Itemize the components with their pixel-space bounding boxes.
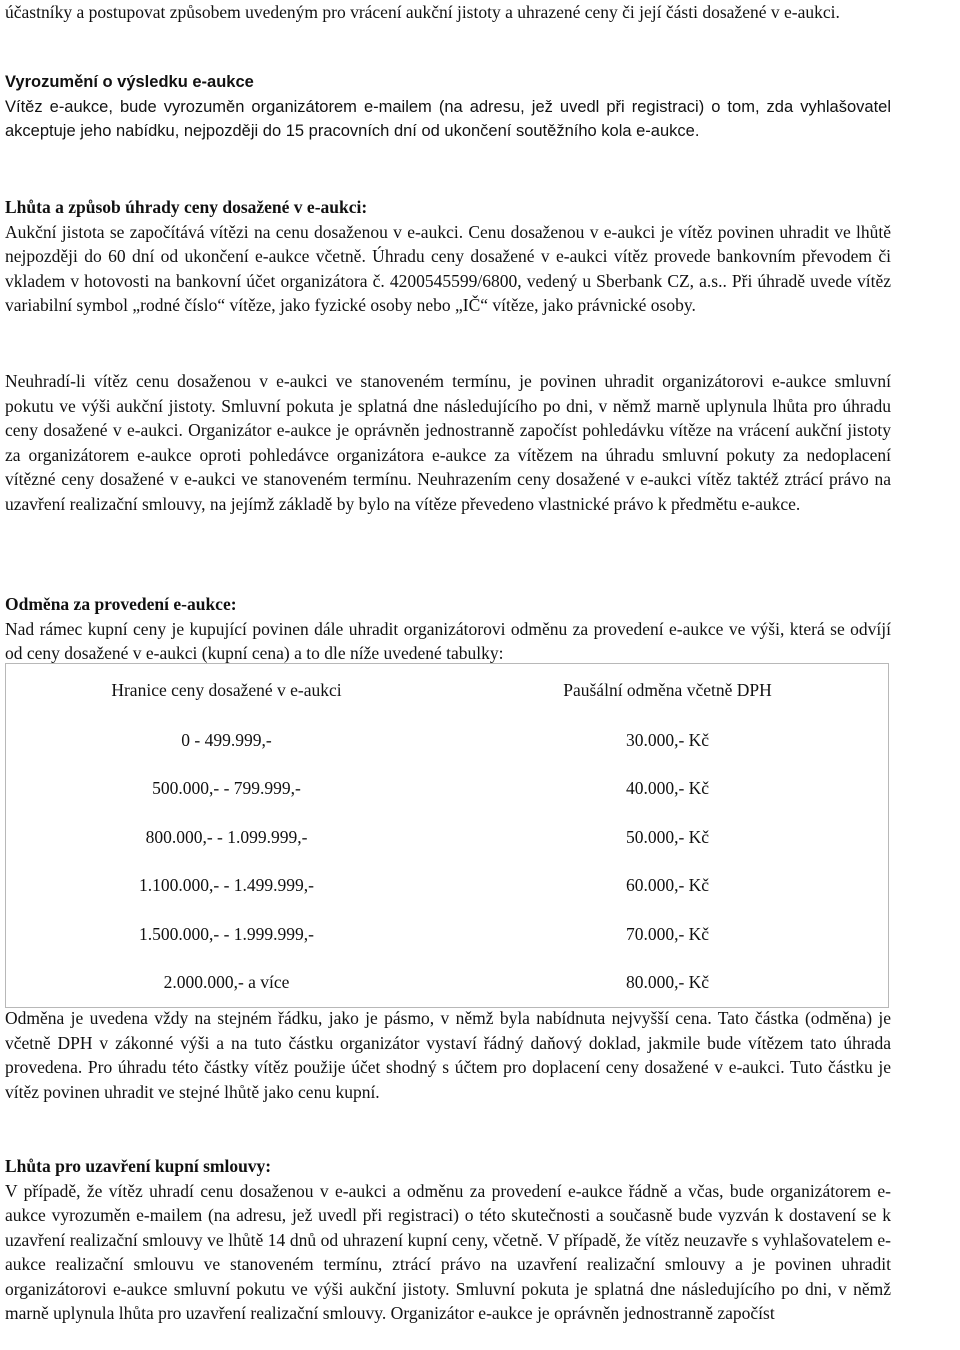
intro-tail-paragraph: účastníky a postupovat způsobem uvedeným pro vrácení aukční jistoty a uhrazené ceny či její části dosažené v e-aukci. — [5, 2, 840, 22]
price-range-cell: 1.500.000,- - 1.999.999,- — [139, 923, 314, 944]
fee-table-header-price-range: Hranice ceny dosažené v e-aukci — [111, 679, 342, 700]
result-section — [5, 70, 891, 144]
table-row — [6, 959, 889, 1008]
fee-table — [5, 663, 889, 1008]
payment-paragraph: Aukční jistota se započítává vítězi na cenu dosaženou v e-aukci. Cenu dosaženou v e-aukci je vítěz povinen uhradit ve lhůtě nejpozději do 60 dní od ukončení e-aukce včetně. Úhradu ceny dosažené v e-aukci vítěz provede bankovním převodem či vkladem v hotovosti na bankovní účet organizátora č. 4200545599/6800, vedený u Sberbank CZ, a.s.. Při úhradě uvede vítěz variabilní symbol „rodné číslo“ vítěze, jako fyzické osoby nebo „IČ“ vítěze, jako právnické osoby. — [5, 221, 891, 315]
payment-heading: Lhůta a způsob úhrady ceny dosažené v e-aukci: — [5, 197, 368, 217]
fee-after-paragraph: Odměna je uvedena vždy na stejném řádku, jako je pásmo, v němž byla nabídnuta nejvyšší cena. Tato částka (odměna) je včetně DPH v zákonné výši a na tuto částku organizátor vystaví řádný daňový doklad, jakmile bude vítězem tato úhrada provedena. Pro úhradu této částky vítěz použije účet shodný s účtem pro doplacení ceny dosažené v e-aukci. Tuto částku je vítěz povinen uhradit ve stejné lhůtě jako cenu kupní. — [5, 1008, 891, 1102]
table-row — [6, 716, 889, 765]
price-range-cell: 500.000,- - 799.999,- — [152, 778, 301, 799]
fee-heading: Odměna za provedení e-aukce: — [5, 594, 237, 614]
price-range-cell: 0 - 499.999,- — [181, 729, 272, 750]
table-row — [6, 862, 889, 911]
price-range-cell: 2.000.000,- a více — [163, 972, 290, 993]
fee-cell: 40.000,- Kč — [625, 778, 710, 799]
result-heading: Vyrozumění o výsledku e-aukce — [5, 73, 254, 91]
result-paragraph: Vítěz e-aukce, bude vyrozuměn organizátorem e-mailem (na adresu, jež uvedl při registraci) o tom, zda vyhlašovatel akceptuje jeho nabídku, nejpozději do 15 pracovních dní od ukončení soutěžního kola e-aukce. — [5, 97, 891, 140]
table-row — [6, 765, 889, 814]
penalty-paragraph: Neuhradí-li vítěz cenu dosaženou v e-aukci ve stanoveném termínu, je povinen uhradit organizátorovi e-aukce smluvní pokutu ve výši aukční jistoty. Smluvní pokuta je splatná dne následujícího po dni, v němž marně uplynula lhůta pro úhradu ceny dosažené v e-aukci. Organizátor e-aukce je oprávněn jednostranně započíst pohledávku vítěze na vrácení aukční jistoty za organizátorem e-aukce oproti pohledávce organizátora e-aukce za vítězem na úhradu smluvní pokuty za nedoplacení vítězné ceny dosažené v e-aukci ve stanoveném termínu. Neuhrazením ceny dosažené v e-aukci vítěz taktéž ztrácí právo na uzavření realizační smlouvy, na jejímž základě by bylo na vítěze převedeno vlastnické právo k předmětu e-aukce. — [5, 371, 891, 514]
fee-paragraph: Nad rámec kupní ceny je kupující povinen dále uhradit organizátorovi odměnu za provedení e-aukce ve výši, která se odvíjí od ceny dosažené v e-aukci (kupní cena) a to dle níže uvedené tabulky: — [5, 618, 891, 663]
fee-table-header-fee: Paušální odměna včetně DPH — [563, 679, 772, 700]
fee-cell: 30.000,- Kč — [625, 729, 710, 750]
table-row — [6, 910, 889, 959]
contract-heading: Lhůta pro uzavření kupní smlouvy: — [5, 1156, 272, 1176]
contract-section — [5, 1154, 891, 1326]
fee-cell: 80.000,- Kč — [625, 972, 710, 993]
payment-section — [5, 195, 891, 318]
contract-paragraph: V případě, že vítěz uhradí cenu dosaženou v e-aukci a odměnu za provedení e-aukce řádně a včas, bude organizátorem e-aukce vyrozuměn e-mailem (na adresu, jež uvedl při registraci) o této skutečnosti a současně bude vyzván k dostavení se k uzavření realizační smlouvy ve lhůtě 14 dnů od uhrazení kupní ceny, včetně. V případě, že vítěz neuzavře s vyhlašovatelem e-aukce realizační smlouvu ve stanoveném termínu, ztrácí právo na uzavření realizační smlouvy a je povinen uhradit organizátorovi e-aukce smluvní pokutu ve výši aukční jistoty. Smluvní pokuta je splatná dne následujícího po dni, v němž marně uplynula lhůta pro uzavření realizační smlouvy. Organizátor e-aukce je oprávněn jednostranně započíst — [5, 1180, 891, 1323]
table-row — [6, 813, 889, 862]
fee-cell: 60.000,- Kč — [625, 875, 710, 896]
fee-table-header-row — [6, 664, 889, 717]
price-range-cell: 800.000,- - 1.099.999,- — [145, 826, 308, 847]
fee-cell: 70.000,- Kč — [625, 923, 710, 944]
fee-section — [5, 592, 891, 666]
price-range-cell: 1.100.000,- - 1.499.999,- — [139, 875, 314, 896]
fee-cell: 50.000,- Kč — [625, 826, 710, 847]
